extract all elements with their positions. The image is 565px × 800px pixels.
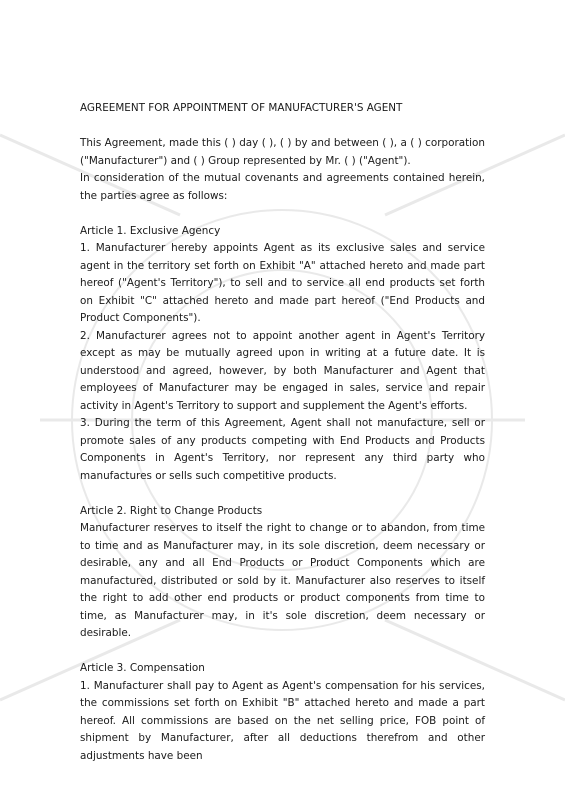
article-1-paragraph-2: 2. Manufacturer agrees not to appoint another agent in Agent's Territory except as may be mutually agreed upon in writing at a future date. It is understood and agreed, however, by both Manufacturer and Agent that employees of Manufacturer may be engaged in sales, service and repair activity in Agent's Territory to support and supplement the Agent's efforts.	[80, 329, 485, 412]
article-1-paragraph-1: 1. Manufacturer hereby appoints Agent as its exclusive sales and service agent in the territory set forth on Exhibit "A" attached hereto and made part hereof ("Agent's Territory"), to sell and to service all end products set forth on Exhibit "C" attached hereto and made part hereof ("End Products and Product Components").	[80, 242, 485, 324]
document-body	[80, 100, 485, 765]
article-3-heading: Article 3. Compensation	[80, 662, 205, 674]
article-2-paragraph-1: Manufacturer reserves to itself the right to change or to abandon, from time to time and as Manufacturer may, in its sole discretion, deem necessary or desirable, any and all End Products or Product Components which are manufactured, distributed or sold by it. Manufacturer also reserves to itself the right to add other end products or product components from time to time, as Manufacturer may, in it's sole discretion, deem necessary or desirable.	[80, 522, 485, 639]
section-spacer	[80, 485, 485, 503]
article-1-paragraph-3: 3. During the term of this Agreement, Agent shall not manufacture, sell or promote sales of any products competing with End Products and Products Components in Agent's Territory, nor represent any third party who manufactures or sells such competitive products.	[80, 417, 485, 482]
section-spacer	[80, 205, 485, 223]
document-title: AGREEMENT FOR APPOINTMENT OF MANUFACTURER'S AGENT	[80, 102, 403, 114]
preamble-paragraph-2: In consideration of the mutual covenants and agreements contained herein, the parties agree as follows:	[80, 172, 485, 202]
article-3-paragraph-1: 1. Manufacturer shall pay to Agent as Agent's compensation for his services, the commissions set forth on Exhibit "B" attached hereto and made a part hereof. All commissions are based on the net selling price, FOB point of shipment by Manufacturer, after all deductions therefrom and other adjustments have been	[80, 679, 485, 762]
article-2-heading: Article 2. Right to Change Products	[80, 504, 263, 517]
preamble-paragraph-1: This Agreement, made this ( ) day ( ), ( ) by and between ( ), a ( ) corporation ("Manufacturer") and ( ) Group represented by Mr. ( ) ("Agent").	[80, 137, 485, 167]
article-1-heading: Article 1. Exclusive Agency	[80, 224, 221, 237]
section-spacer	[80, 643, 485, 661]
